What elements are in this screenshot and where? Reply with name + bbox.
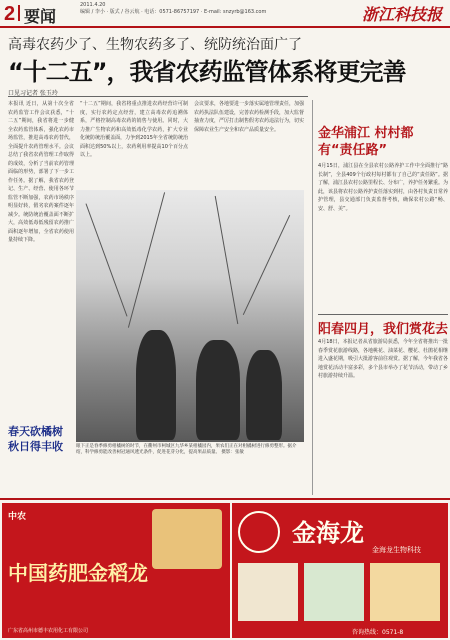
story-title: 阳春四月，我们赏花去 [318, 322, 449, 337]
article-headline: “十二五”，我省农药监管体系将更完善 [8, 58, 406, 86]
branch-shape [215, 196, 239, 324]
photo-caption: 眼下正是春季修剪柑橘树的时节，在衢州市柯城区九华乡某柑橘园内，果农们正在对柑橘树进行修剪整形。据介绍，科学修剪能改善树冠通风透光条件，促进花芽分化，提高果品质量。 摄影：张敏 [76, 444, 297, 455]
divider [318, 314, 448, 315]
article-column-2: “十二五”期间，我省将重点推进农药经营许可制度，实行农药定点经营，建立高毒农药追溯体系，严格控制高毒农药的销售与使用。同时，大力推广生物农药和高效低毒化学农药，扩大专业化统防统治覆盖面，力争到2015年全省统防统治面积达到50%以上，农药利用率提高10个百分点以上。 [80, 101, 188, 158]
article-column-1: 本报讯 近日，从第十次全省农药监管工作会议获悉，“十二五”期间，我省将进一步健全农药监管体系，强化农药市场监管，推进高毒农药替代，全面提升农药管理水平。会议总结了我省农药管理工作取得的成效，分析了当前农药管理面临的形势，部署了下一步工作任务。据了解，我省农药登记、生产、经营、使用各环节监管不断加强，农药市场秩序明显好转，假劣农药案件逐年减少。统防统治覆盖面不断扩大，高效低毒低残留农药推广面积逐年增加，全省农药使用量持续下降。 [8, 101, 74, 243]
branch-shape [86, 203, 128, 316]
column-divider [312, 100, 313, 495]
ad-footer: 广东省高州市德丰农用化工有限公司 [8, 628, 89, 634]
article-byline: 口见习记者 张玉玲 [8, 90, 58, 97]
advertisement-right [232, 503, 448, 638]
story-body: 4月18日，本报记者从省旅游局获悉，今年全省将推出一批春季赏花旅游线路，各地桃花、油菜花、樱花、杜鹃花相继进入盛花期，吸引大批游客前往观赏。据了解，今年我省各地赏花活动丰富多彩，多个县市举办了花节活动，带动了乡村旅游持续升温。 [318, 339, 448, 379]
header-contact: 编辑 / 李小 · 版式 / 谷云航 · 电话：0571-86757197 · E-mail: snzyrb@163.com [80, 9, 267, 15]
story-body: 4月15日，浦江县在全县农村公路养护工作中全面推行“路长制”，全县409个行政村每村都有了自己的“责任路”。据了解，浦江县农村公路里程长、分布广，养护任务繁重。为此，该县将农村公路养护责任落实到村，由各村负责日常养护管理，县交通部门负责监督考核，确保农村公路“畅、安、舒、美”。 [318, 163, 448, 212]
product-image [370, 563, 440, 621]
ad-footer: 咨询热线：0571-8 [352, 629, 404, 636]
branch-shape [128, 192, 165, 327]
header-meta [80, 2, 266, 16]
advertisement-left [2, 503, 230, 638]
branch-shape [243, 215, 290, 315]
ad-brand: 中农 [8, 512, 27, 522]
masthead-logo: 浙江科技报 [361, 5, 442, 24]
product-image [304, 563, 364, 621]
ad-divider [0, 498, 450, 500]
brand-logo-icon [238, 511, 280, 553]
news-photo [76, 190, 304, 442]
product-bag-image [152, 509, 222, 569]
article-column-3: 会议要求，各地要进一步落实属地管理责任，加强农药执法队伍建设，完善农药检测手段，加大监督抽查力度，严厉打击制售假劣农药违法行为，切实保障农业生产安全和农产品质量安全。 [194, 101, 304, 133]
farmer-figure [246, 350, 282, 440]
header-divider [18, 5, 20, 21]
product-image [238, 563, 298, 621]
page-number: 2 [4, 3, 16, 25]
section-title: 要闻 [24, 7, 57, 26]
photo-title: 春天砍橘树 秋日得丰收 [8, 425, 63, 453]
ad-title: 中国药肥金稻龙 [8, 561, 148, 585]
ad-title: 金海龙 [292, 519, 364, 547]
story-title: 金华浦江 村村都有“责任路” [318, 126, 414, 158]
ad-subtitle: 金海龙生物科技 [372, 546, 421, 554]
article-kicker: 高毒农药少了、生物农药多了、统防统治面广了 [8, 37, 302, 53]
farmer-figure [136, 330, 176, 440]
farmer-figure [196, 340, 240, 440]
header-date: 2011.4.20 [80, 2, 106, 8]
